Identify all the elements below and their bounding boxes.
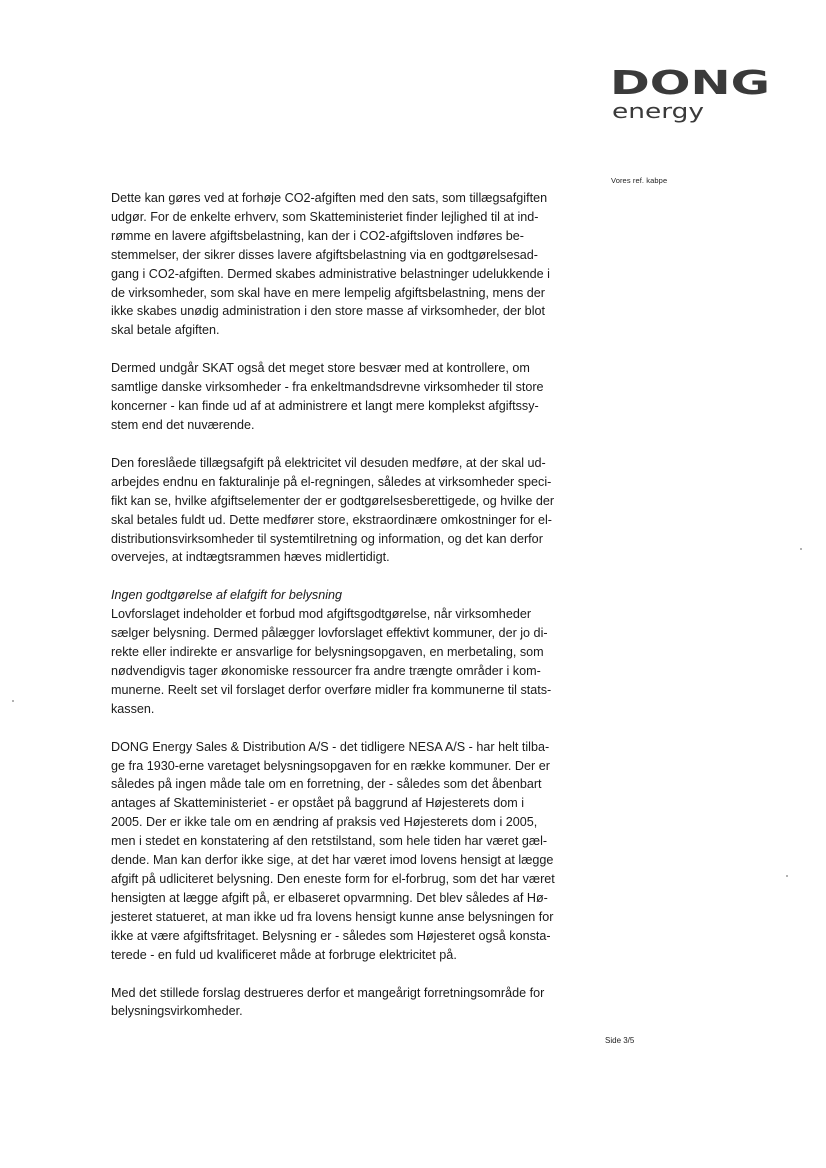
text-line: distributionsvirksomheder til systemtilretning og information, og det kan derfor	[111, 531, 543, 546]
text-line: jesteret statueret, at man ikke ud fra lovens hensigt kunne anse belysningen for	[111, 909, 554, 924]
text-line: koncerner - kan finde ud af at administrere et langt mere komplekst afgiftssy-	[111, 399, 539, 414]
text-line: DONG Energy Sales & Distribution A/S - det tidligere NESA A/S - har helt tilba-	[111, 739, 550, 754]
logo-subtext: energy	[612, 99, 705, 123]
page-number: Side 3/5	[605, 1036, 635, 1045]
text-line: men i stedet en konstatering af den retstilstand, som hele tiden har været gæl-	[111, 834, 548, 849]
text-line: udgør. For de enkelte erhverv, som Skatteministeriet finder lejlighed til at ind-	[111, 209, 539, 224]
text-line: nødvendigvis tager økonomiske ressourcer fra andre trængte områder i kom-	[111, 663, 541, 678]
text-line: overvejes, at indtægtsrammen hæves midlertidigt.	[111, 550, 390, 565]
text-line: Dette kan gøres ved at forhøje CO2-afgiften med den sats, som tillægsafgiften	[111, 191, 548, 205]
text-line: munerne. Reelt set vil forslaget derfor overføre midler fra kommunerne til stats-	[111, 682, 552, 697]
scan-speck	[12, 700, 14, 702]
text-line: gang i CO2-afgiften. Dermed skabes administrative belastninger udelukkende i	[111, 266, 550, 281]
text-line: sælger belysning. Dermed pålægger lovforslaget effektivt kommuner, der jo di-	[111, 626, 548, 641]
text-line: hensigten at lægge afgift på, er elbaseret opvarmning. Det blev således af Hø-	[111, 890, 548, 905]
reference-line: Vores ref. kabpe	[611, 176, 668, 185]
text-line: samtlige danske virksomheder - fra enkeltmandsdrevne virksomheder til store	[111, 380, 544, 395]
section-subheading: Ingen godtgørelse af elafgift for belysning	[111, 588, 343, 603]
text-line: Lovforslaget indeholder et forbud mod afgiftsgodtgørelse, når virksomheder	[111, 607, 532, 622]
paragraph	[111, 454, 587, 567]
text-line: således på ingen måde tale om en forretning, der - således som det åbenbart	[111, 777, 542, 792]
text-line: de virksomheder, som skal have en mere lempelig afgiftsbelastning, mens der	[111, 285, 545, 300]
text-line: skal betale afgiften.	[111, 323, 220, 338]
text-line: ge fra 1930-erne varetaget belysningsopgaven for en række kommuner. Der er	[111, 758, 550, 773]
paragraph	[111, 359, 587, 435]
text-line: ikke skabes unødig administration i den store masse af virksomheder, der blot	[111, 304, 545, 319]
paragraph	[111, 586, 587, 718]
text-line: belysningsvirkomheder.	[111, 1004, 243, 1019]
text-line: antages af Skatteministeriet - er opstået på baggrund af Højesterets dom i	[111, 796, 525, 811]
logo-wordmark: DONG	[610, 64, 770, 102]
scan-speck	[786, 875, 788, 877]
text-line: kassen.	[111, 701, 155, 716]
dong-energy-logo-mark	[610, 64, 775, 124]
text-line: terede - en fuld ud kvalificeret måde at forbruge elektricitet på.	[111, 947, 457, 962]
paragraph	[111, 984, 587, 1022]
text-line: ikke at være afgiftsfritaget. Belysning er - således som Højesteret også konsta-	[111, 928, 551, 943]
text-line: stem end det nuværende.	[111, 417, 255, 432]
text-line: afgift på udliciteret belysning. Den eneste form for el-forbrug, som det har været	[111, 872, 555, 886]
text-line: arbejdes endnu en fakturalinje på el-regningen, således at virksomheder speci-	[111, 474, 552, 489]
text-line: rekte eller indirekte er ansvarlige for belysningsopgaven, en merbetaling, som	[111, 645, 544, 660]
text-line: skal betales fuldt ud. Dette medfører store, ekstraordinære omkostninger for el-	[111, 512, 552, 527]
text-line: dende. Man kan derfor ikke sige, at det har været imod lovens hensigt at lægge	[111, 853, 554, 868]
scan-speck	[800, 548, 802, 550]
text-line: Den foreslåede tillægsafgift på elektricitet vil desuden medføre, at der skal ud-	[111, 455, 546, 470]
letter-body	[111, 189, 587, 1040]
text-line: Med det stillede forslag destrueres derfor et mangeårigt forretningsområde for	[111, 985, 545, 1000]
dong-energy-logo	[610, 64, 775, 124]
text-line: Dermed undgår SKAT også det meget store besvær med at kontrollere, om	[111, 361, 530, 376]
text-line: fikt kan se, hvilke afgiftselementer der er godtgørelsesberettigede, og hvilke der	[111, 493, 555, 508]
paragraph	[111, 738, 587, 965]
paragraph	[111, 189, 587, 340]
text-line: rømme en lavere afgiftsbelastning, kan der i CO2-afgiftsloven indføres be-	[111, 228, 524, 243]
text-line: stemmelser, der sikrer disses lavere afgiftsbelastning via en godtgørelsesad-	[111, 247, 538, 262]
text-line: 2005. Der er ikke tale om en ændring af praksis ved Højesterets dom i 2005,	[111, 815, 538, 830]
